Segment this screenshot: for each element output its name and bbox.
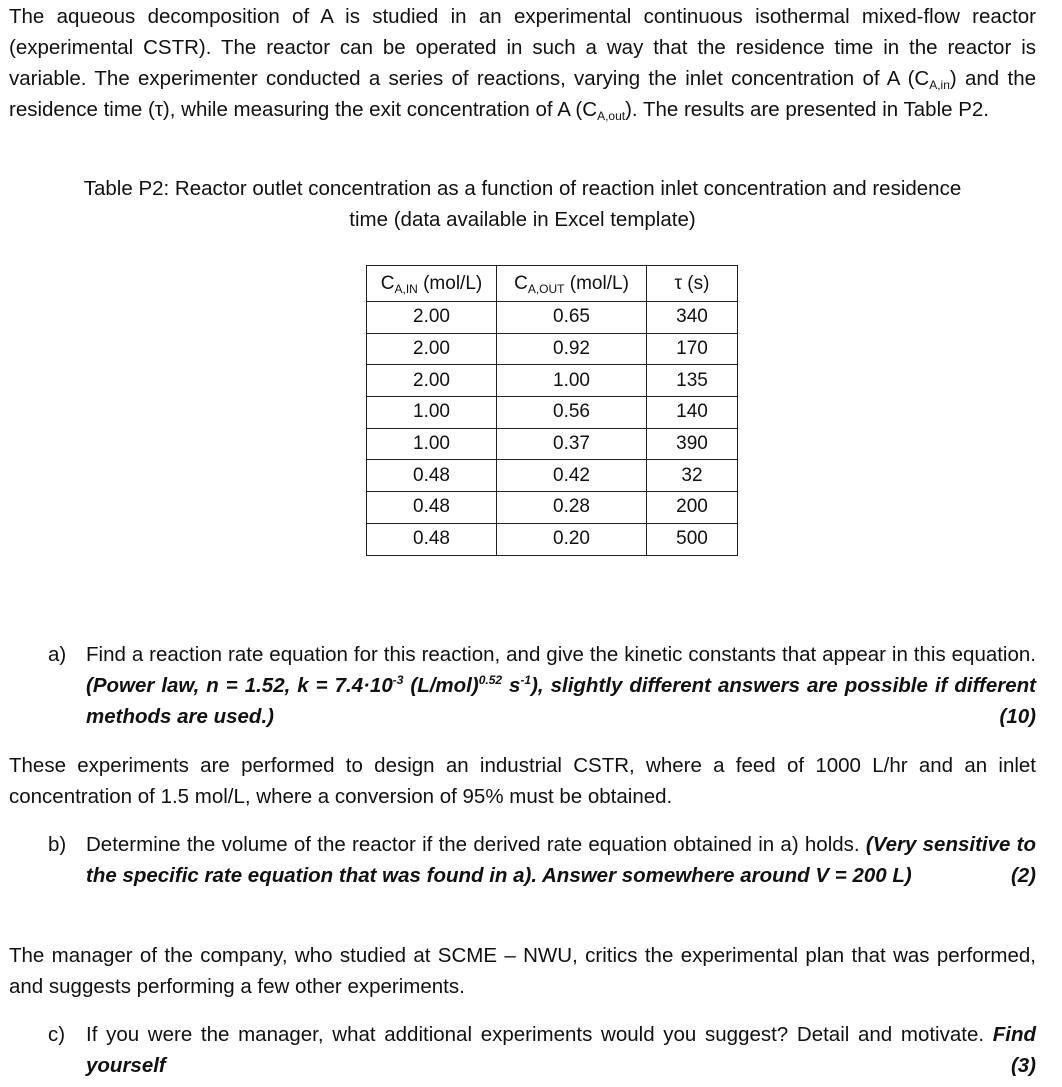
question-b-marks: (2) <box>1010 864 1036 887</box>
question-a <box>48 639 1036 732</box>
table-caption-line: time (data available in Excel template) <box>349 208 696 231</box>
question-label: c) <box>48 1023 66 1046</box>
table-caption-line: Table P2: Reactor outlet concentration as a function of reaction inlet concentration and residence <box>83 177 962 200</box>
intro-paragraph <box>9 1 1036 125</box>
header-tau: τ (s) <box>647 266 738 302</box>
table-row: 2.00 1.00 135 <box>367 365 738 397</box>
design-paragraph: These experiments are performed to design an industrial CSTR, where a feed of 1000 L/hr and an inlet concentration of 1.5 mol/L, where a conversion of 95% must be obtained. <box>9 754 1036 808</box>
question-a-answer: (Power law, n = 1.52, $k = 7.4\cdot 10^{-3}$ $(L/mol)^{0.52}$ $s^{-1}$), slightly different answers are possible if different methods are used.) <box>86 673 1036 728</box>
table-row: 1.00 0.56 140 <box>367 397 738 429</box>
subscript-a-out: A,out <box>597 109 626 123</box>
question-b-body: Determine the volume of the reactor if the derived rate equation obtained in a) holds. (Very sensitive to the specific rate equation that was found in a). Answer somewhere around V = 200 L) <box>86 833 1036 887</box>
table-row: 2.00 0.92 170 <box>367 333 738 365</box>
question-b-answer: (Very sensitive to the specific rate equation that was found in a). Answer somewhere around V = 200 L) <box>86 833 1036 887</box>
table-row: 0.48 0.20 500 <box>367 523 738 555</box>
intro-text: ). The results are presented in Table P2. <box>625 98 990 121</box>
question-c <box>48 1019 1036 1081</box>
intro-text: The aqueous decomposition of A is studied in an experimental continuous isothermal mixed-flow reactor (experimental CSTR). The reactor can be operated in such a way that the residence time in the reactor is variable. The experimenter conducted a series of reactions, varying the inlet concentration of A (C <box>9 5 1036 90</box>
question-label: b) <box>48 833 67 856</box>
manager-paragraph: The manager of the company, who studied at SCME – NWU, critics the experimental plan that was performed, and suggests performing a few other experiments. <box>9 944 1036 998</box>
table-header-row <box>367 266 738 302</box>
question-c-answer: Find yourself <box>86 1023 1036 1077</box>
table-row: 0.48 0.42 32 <box>367 460 738 492</box>
table-row: 0.48 0.28 200 <box>367 492 738 524</box>
question-b <box>48 829 1036 891</box>
table-row: 2.00 0.65 340 <box>367 302 738 334</box>
subscript-a-in: A,in <box>929 78 950 92</box>
question-a-marks: (10) <box>999 705 1036 728</box>
intro-text: ) and the residence time (τ), while measuring the exit concentration of A (C <box>9 67 1036 121</box>
table-caption <box>9 173 1036 235</box>
data-table <box>366 265 738 556</box>
question-label: a) <box>48 643 67 666</box>
question-c-marks: (3) <box>1010 1054 1036 1077</box>
table-row: 1.00 0.37 390 <box>367 428 738 460</box>
question-a-body: Find a reaction rate equation for this reaction, and give the kinetic constants that appear in this equation. (Power law, n = 1.52, $k = 7.4\cdot 10^{-3}$ $(L/mol)^{0.52}$ $s^{-1}$), slightly different answers are possible if different methods are used.) <box>86 643 1036 728</box>
header-ca-out: $C_{A,OUT}$ (mol/L) <box>497 266 647 302</box>
question-c-body: If you were the manager, what additional experiments would you suggest? Detail and motivate. Find yourself <box>86 1023 1036 1077</box>
header-ca-in: $C_{A,IN}$ (mol/L) <box>367 266 497 302</box>
